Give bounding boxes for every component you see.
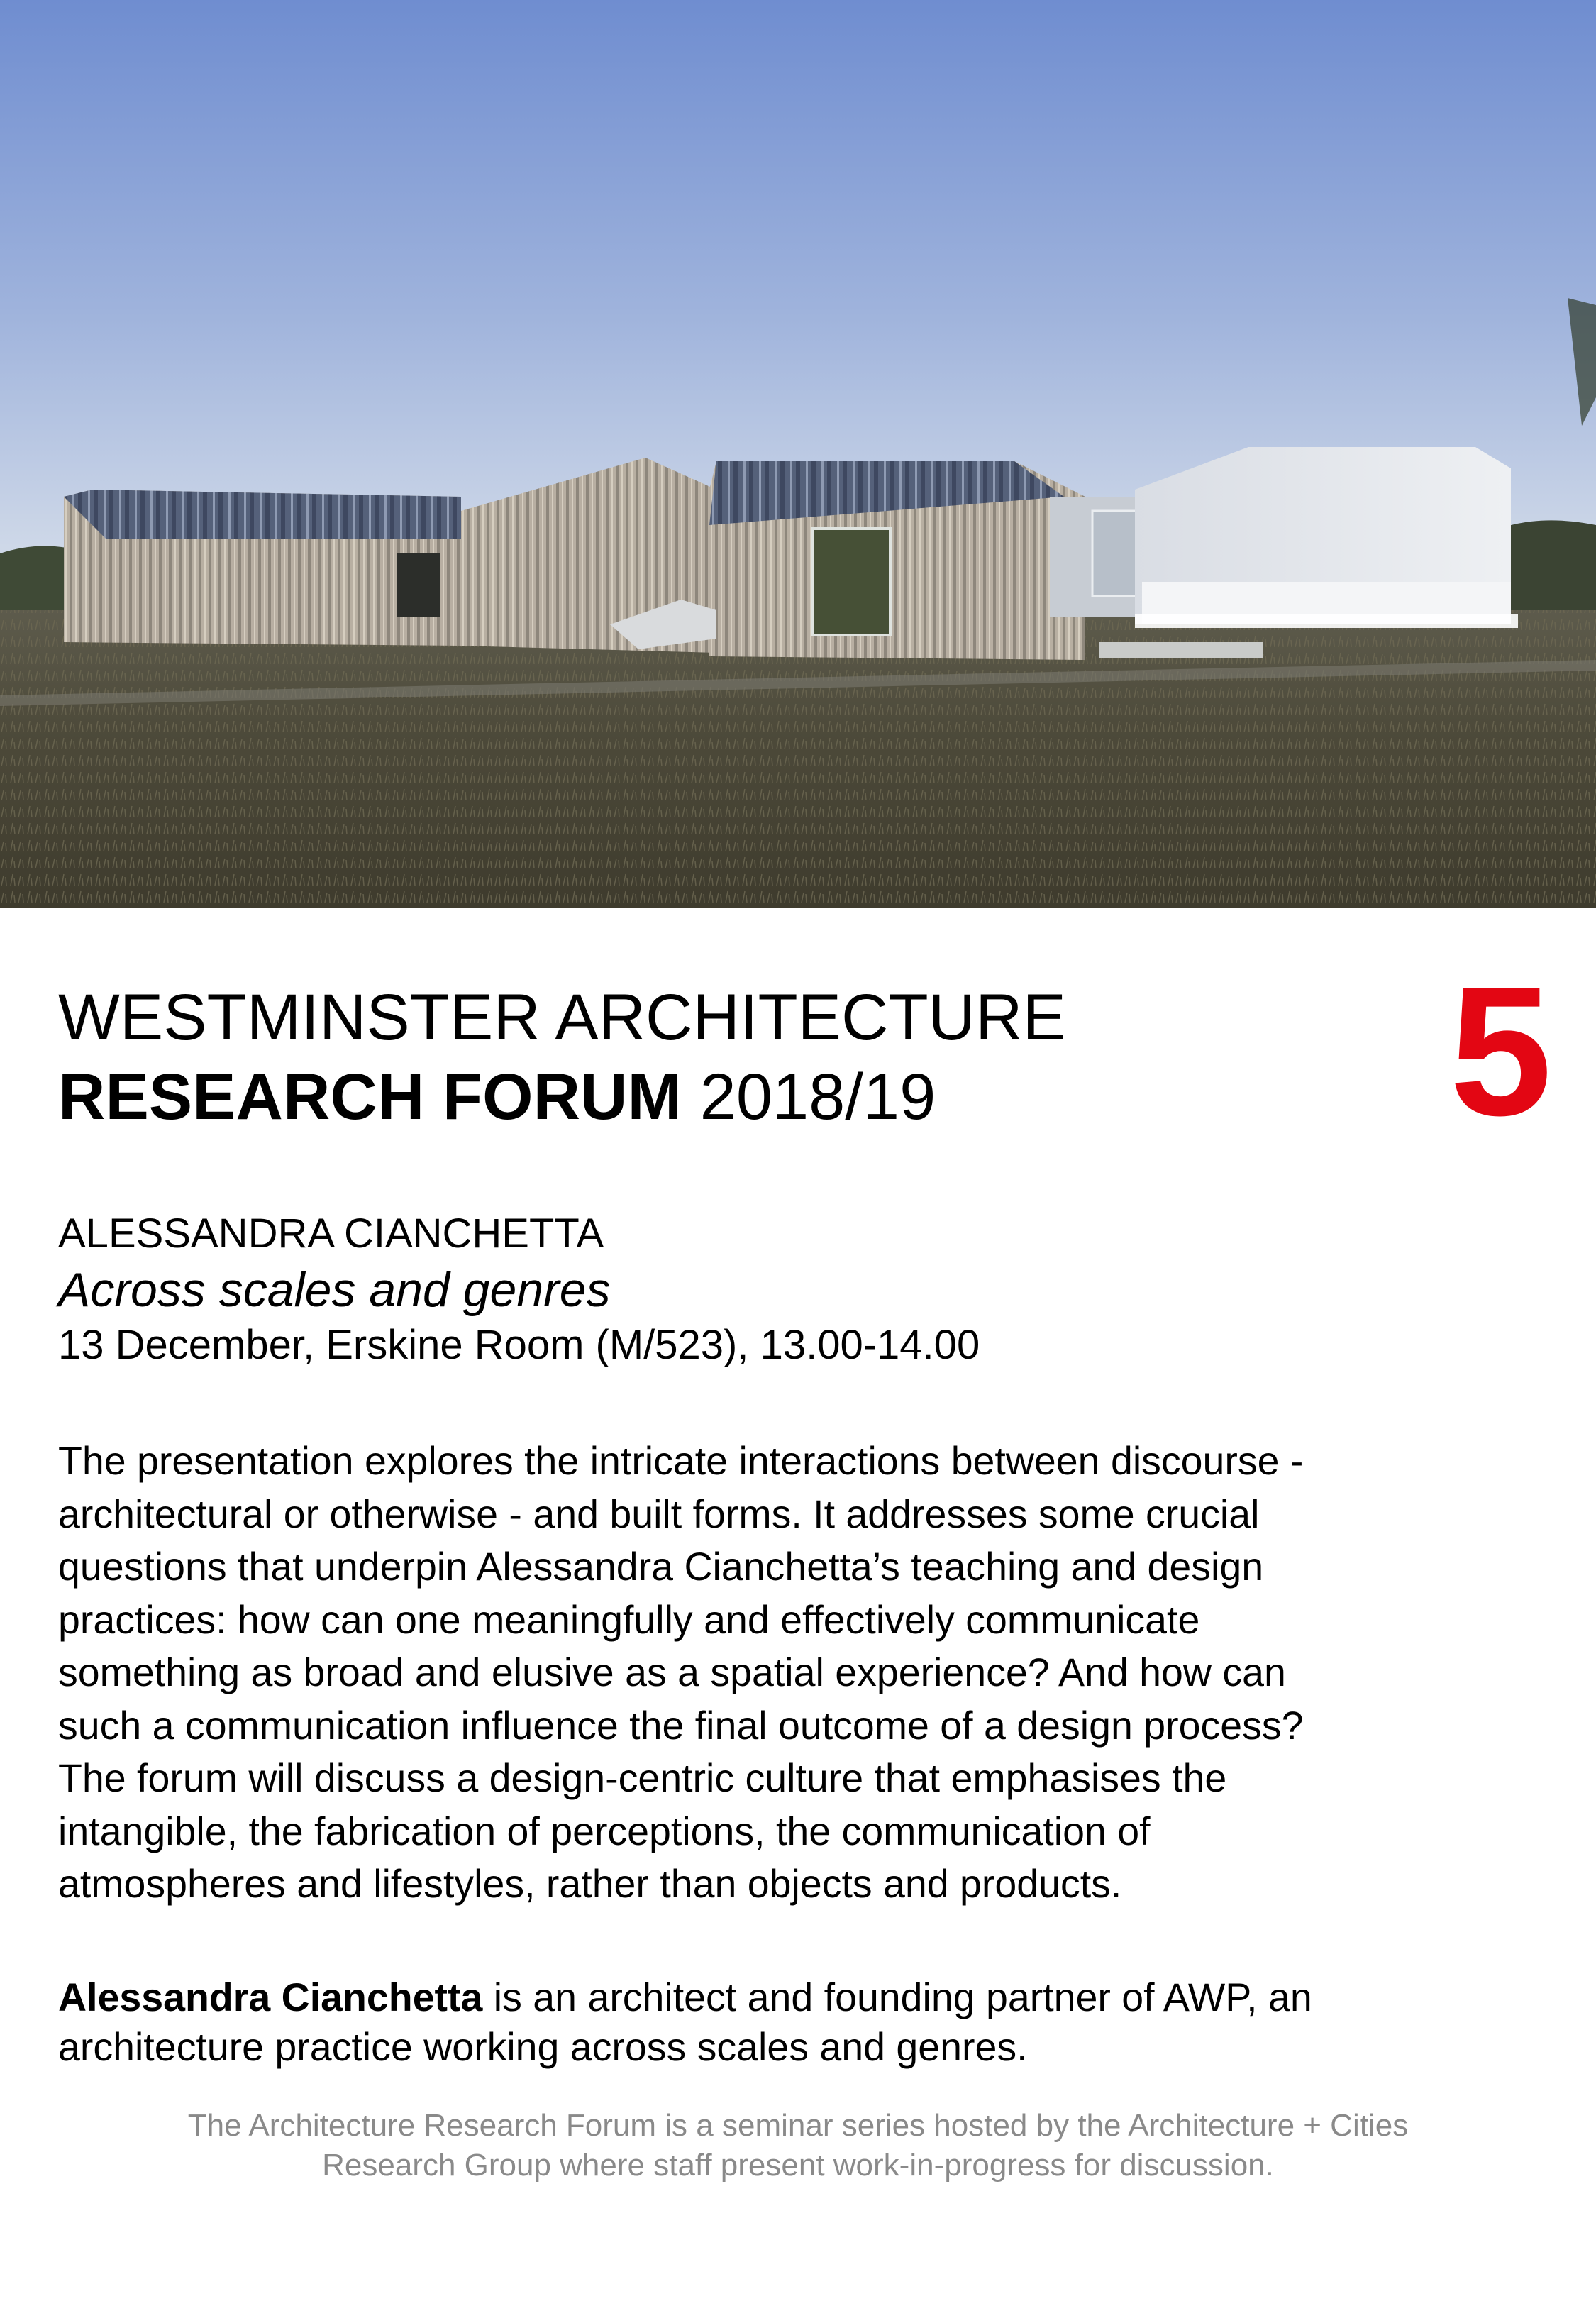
abstract [58,1435,1555,1911]
title-line-1: WESTMINSTER ARCHITECTURE [58,981,1066,1054]
abstract-line: something as broad and elusive as a spatial experience? And how can [58,1650,1286,1694]
footer-line-1: The Architecture Research Forum is a seminar series hosted by the Architecture + Cities [187,2108,1409,2143]
abstract-line: The forum will discuss a design-centric culture that emphasises the [58,1756,1227,1800]
speaker-name: ALESSANDRA CIANCHETTA [58,1210,604,1257]
bio-line-2: architecture practice working across scales and genres. [58,2025,1028,2069]
header-photo [0,0,1596,908]
issue-number: 5 [1449,949,1552,1154]
abstract-line: practices: how can one meaningfully and effectively communicate [58,1597,1200,1642]
abstract-line: intangible, the fabrication of perceptions, the communication of [58,1809,1151,1853]
talk-title: Across scales and genres [58,1263,611,1317]
event-info [58,1206,980,1372]
forum-title [58,978,1066,1137]
abstract-line: architectural or otherwise - and built forms. It addresses some crucial [58,1491,1260,1536]
abstract-line: The presentation explores the intricate interactions between discourse - [58,1439,1304,1483]
title-bold-part: RESEARCH FORUM [58,1061,682,1133]
footer-note [0,2106,1596,2185]
bio-text: is an architect and founding partner of AWP, an [482,1975,1312,2019]
title-line-2 [58,1057,1066,1137]
speaker-bio [58,1973,1555,2072]
footer-line-2: Research Group where staff present work-in-progress for discussion. [322,2148,1274,2183]
abstract-line: questions that underpin Alessandra Cianchetta’s teaching and design [58,1545,1264,1589]
talk-details: 13 December, Erskine Room (M/523), 13.00-14.00 [58,1322,980,1368]
bio-name: Alessandra Cianchetta [58,1975,483,2019]
building-photo-illustration [0,0,1596,908]
abstract-line: such a communication influence the final outcome of a design process? [58,1703,1304,1748]
title-year: 2018/19 [682,1061,936,1133]
bio-line-1 [58,1973,1555,2022]
abstract-line: atmospheres and lifestyles, rather than objects and products. [58,1862,1122,1906]
